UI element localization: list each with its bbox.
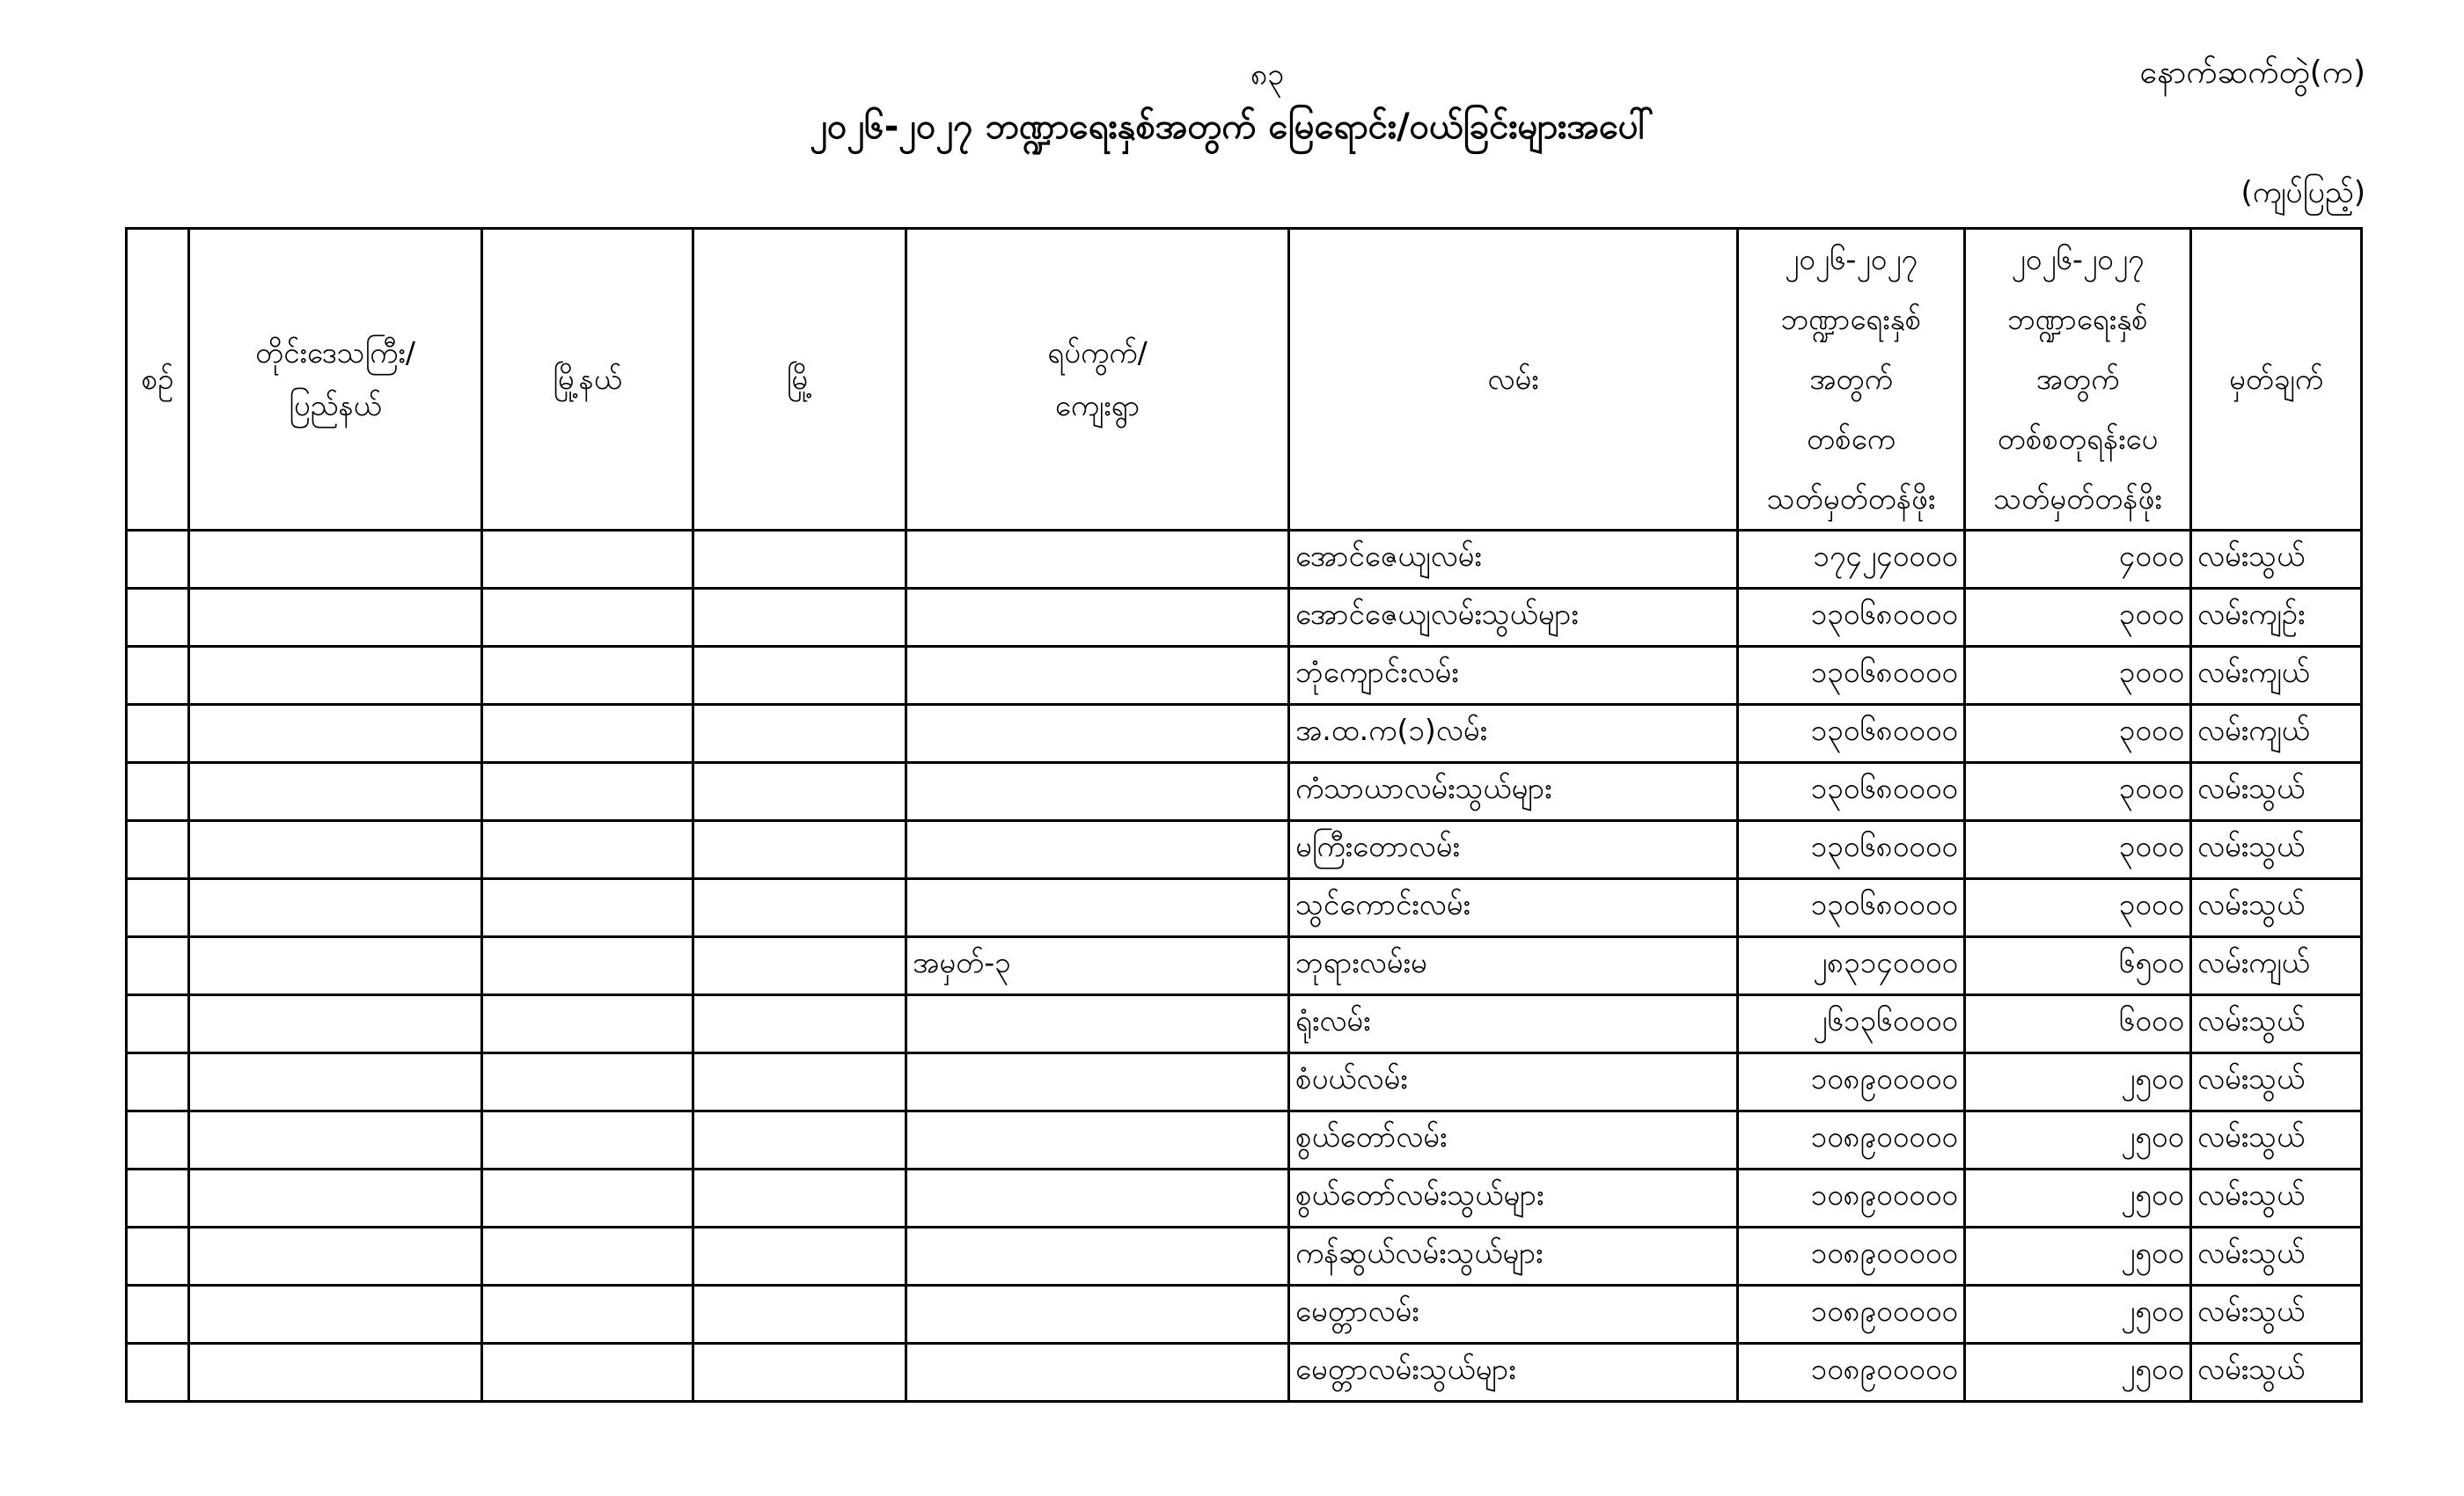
cell-street: မေတ္တာလမ်း [1289,1286,1738,1344]
cell-rate_unit: ၂၅၀၀ [1965,1228,2191,1286]
cell-township [482,531,693,589]
column-header-region [189,229,482,531]
cell-ward [906,1228,1289,1286]
column-header-text: သတ်မှတ်တန်ဖိုး [1766,481,1936,516]
cell-serial [127,763,189,821]
cell-serial [127,531,189,589]
cell-serial [127,1344,189,1402]
cell-ward [906,1286,1289,1344]
cell-serial [127,647,189,705]
cell-region [189,763,482,821]
cell-town [693,879,906,937]
cell-street: စွယ်တော်လမ်းသွယ်များ [1289,1170,1738,1228]
column-header-text: မှတ်ချက် [2228,362,2324,396]
column-header-text: မြို့နယ် [553,362,622,396]
column-header-text: တစ်စတုရန်းပေ [1997,422,2159,456]
cell-region [189,1170,482,1228]
cell-street: မေတ္တာလမ်းသွယ်များ [1289,1344,1738,1402]
cell-rate_sqft: ၁၇၄၂၄၀၀၀၀ [1738,531,1965,589]
cell-region [189,589,482,647]
table-row [127,1053,2362,1111]
column-header-text: ကျေးရွာ [1054,388,1140,422]
cell-remark: လမ်းသွယ် [2191,995,2362,1053]
cell-rate_sqft: ၁၀၈၉၀၀၀၀၀ [1738,1286,1965,1344]
cell-serial [127,1053,189,1111]
cell-township [482,937,693,995]
cell-street: သွင်ကောင်းလမ်း [1289,879,1738,937]
cell-rate_sqft: ၁၀၈၉၀၀၀၀၀ [1738,1228,1965,1286]
cell-town [693,821,906,879]
cell-rate_unit: ၂၅၀၀ [1965,1286,2191,1344]
cell-rate_sqft: ၁၃၀၆၈၀၀၀၀ [1738,879,1965,937]
cell-rate_sqft: ၁၀၈၉၀၀၀၀၀ [1738,1053,1965,1111]
cell-region [189,821,482,879]
column-header-remark [2191,229,2362,531]
cell-region [189,1228,482,1286]
cell-street: စွယ်တော်လမ်း [1289,1111,1738,1170]
cell-street: ကံသာယာလမ်းသွယ်များ [1289,763,1738,821]
table-row [127,879,2362,937]
column-header-text: မြို့ [786,362,813,396]
cell-ward [906,1170,1289,1228]
cell-region [189,995,482,1053]
cell-township [482,1344,693,1402]
cell-rate_sqft: ၁၃၀၆၈၀၀၀၀ [1738,589,1965,647]
cell-rate_unit: ၃၀၀၀ [1965,821,2191,879]
cell-rate_unit: ၆၅၀၀ [1965,937,2191,995]
cell-rate_unit: ၃၀၀၀ [1965,763,2191,821]
column-header-text: စဉ် [141,362,174,396]
cell-ward [906,1053,1289,1111]
cell-rate_unit: ၂၅၀၀ [1965,1170,2191,1228]
cell-remark: လမ်းသွယ် [2191,1111,2362,1170]
cell-rate_unit: ၃၀၀၀ [1965,879,2191,937]
table-row [127,1170,2362,1228]
cell-town [693,763,906,821]
cell-township [482,589,693,647]
cell-serial [127,589,189,647]
cell-region [189,1053,482,1111]
cell-serial [127,821,189,879]
cell-remark: လမ်းသွယ် [2191,1228,2362,1286]
cell-rate_sqft: ၂၆၁၃၆၀၀၀၀ [1738,995,1965,1053]
table-body [127,531,2362,1402]
cell-remark: လမ်းသွယ် [2191,879,2362,937]
column-header-township [482,229,693,531]
cell-town [693,1170,906,1228]
cell-rate_sqft: ၁၃၀၆၈၀၀၀၀ [1738,705,1965,763]
cell-rate_unit: ၃၀၀၀ [1965,705,2191,763]
cell-rate_unit: ၂၅၀၀ [1965,1344,2191,1402]
table-row [127,1111,2362,1170]
cell-town [693,1053,906,1111]
column-header-text: သတ်မှတ်တန်ဖိုး [1993,481,2162,516]
cell-region [189,879,482,937]
cell-street: ဘုရားလမ်းမ [1289,937,1738,995]
table-row [127,589,2362,647]
cell-serial [127,937,189,995]
column-header-text: ပြည်နယ် [289,388,382,422]
cell-serial [127,1111,189,1170]
cell-remark: လမ်းကျယ် [2191,647,2362,705]
cell-township [482,1170,693,1228]
cell-remark: လမ်းကျဉ်း [2191,589,2362,647]
cell-region [189,1111,482,1170]
cell-remark: လမ်းသွယ် [2191,1053,2362,1111]
cell-ward [906,647,1289,705]
cell-serial [127,1228,189,1286]
table-row [127,821,2362,879]
cell-township [482,1286,693,1344]
cell-rate_sqft: ၁၃၀၆၈၀၀၀၀ [1738,821,1965,879]
cell-serial [127,1170,189,1228]
annex-label: နောက်ဆက်တွဲ(က) [2139,55,2365,91]
cell-street: အ.ထ.က(၁)လမ်း [1289,705,1738,763]
cell-ward [906,763,1289,821]
table-row [127,705,2362,763]
cell-rate_sqft: ၁၀၈၉၀၀၀၀၀ [1738,1344,1965,1402]
cell-remark: လမ်းကျယ် [2191,705,2362,763]
table-row [127,763,2362,821]
table-row [127,995,2362,1053]
cell-township [482,1111,693,1170]
column-header-rate_sqft [1738,229,1965,531]
page-number: ၈၃ [1250,57,1285,92]
cell-town [693,531,906,589]
cell-street: အောင်ဇေယျလမ်း [1289,531,1738,589]
column-header-text: ရပ်ကွက်/ [1047,335,1148,370]
cell-town [693,1344,906,1402]
cell-rate_sqft: ၂၈၃၁၄၀၀၀၀ [1738,937,1965,995]
cell-remark: လမ်းသွယ် [2191,531,2362,589]
column-header-text: တိုင်းဒေသကြီး/ [255,335,415,370]
cell-township [482,1228,693,1286]
cell-rate_unit: ၂၅၀၀ [1965,1111,2191,1170]
cell-rate_unit: ၄၀၀၀ [1965,531,2191,589]
cell-township [482,763,693,821]
cell-town [693,589,906,647]
column-header-serial [127,229,189,531]
cell-street: အောင်ဇေယျလမ်းသွယ်များ [1289,589,1738,647]
column-header-text: လမ်း [1487,362,1539,396]
cell-remark: လမ်းသွယ် [2191,763,2362,821]
cell-township [482,821,693,879]
cell-town [693,705,906,763]
cell-ward: အမှတ်-၃ [906,937,1289,995]
cell-region [189,705,482,763]
column-header-text: ၂၀၂၆-၂၀၂၇ [2011,242,2145,276]
cell-ward [906,531,1289,589]
cell-remark: လမ်းသွယ် [2191,821,2362,879]
cell-township [482,879,693,937]
cell-serial [127,879,189,937]
cell-township [482,995,693,1053]
cell-rate_unit: ၃၀၀၀ [1965,589,2191,647]
cell-street: မကြီးတောလမ်း [1289,821,1738,879]
cell-region [189,647,482,705]
unit-label: (ကျပ်ပြည့်) [2240,175,2365,210]
cell-ward [906,995,1289,1053]
table-row [127,1344,2362,1402]
cell-rate_sqft: ၁၃၀၆၈၀၀၀၀ [1738,763,1965,821]
cell-ward [906,705,1289,763]
cell-remark: လမ်းသွယ် [2191,1170,2362,1228]
table-row [127,1286,2362,1344]
cell-town [693,1228,906,1286]
column-header-text: ဘဏ္ဍာရေးနှစ် [1780,302,1922,336]
table-row [127,647,2362,705]
column-header-rate_unit [1965,229,2191,531]
cell-ward [906,1111,1289,1170]
cell-town [693,995,906,1053]
cell-rate_unit: ၆၀၀၀ [1965,995,2191,1053]
table-row [127,531,2362,589]
table-row [127,1228,2362,1286]
cell-remark: လမ်းကျယ် [2191,937,2362,995]
cell-serial [127,1286,189,1344]
cell-rate_sqft: ၁၀၈၉၀၀၀၀၀ [1738,1111,1965,1170]
cell-street: စံပယ်လမ်း [1289,1053,1738,1111]
column-header-ward [906,229,1289,531]
cell-township [482,647,693,705]
cell-town [693,1111,906,1170]
cell-region [189,1344,482,1402]
cell-township [482,1053,693,1111]
cell-town [693,937,906,995]
cell-remark: လမ်းသွယ် [2191,1344,2362,1402]
cell-rate_unit: ၂၅၀၀ [1965,1053,2191,1111]
cell-rate_sqft: ၁၃၀၆၈၀၀၀၀ [1738,647,1965,705]
land-rate-table [125,227,2363,1403]
cell-township [482,705,693,763]
column-header-town [693,229,906,531]
cell-region [189,531,482,589]
cell-ward [906,1344,1289,1402]
cell-region [189,937,482,995]
cell-rate_sqft: ၁၀၈၉၀၀၀၀၀ [1738,1170,1965,1228]
cell-serial [127,705,189,763]
document-title: ၂၀၂၆-၂၀၂၇ ဘဏ္ဍာရေးနှစ်အတွက် မြေရောင်း/ဝယ်ခြင်းများအပေါ် [810,106,1654,147]
cell-ward [906,821,1289,879]
column-header-text: အတွက် [2035,362,2120,396]
cell-rate_unit: ၃၀၀၀ [1965,647,2191,705]
cell-ward [906,589,1289,647]
table-header-row [127,229,2362,531]
column-header-text: ဘဏ္ဍာရေးနှစ် [2007,302,2148,336]
cell-town [693,1286,906,1344]
column-header-text: ၂၀၂၆-၂၀၂၇ [1785,242,1918,276]
cell-street: ရုံးလမ်း [1289,995,1738,1053]
cell-region [189,1286,482,1344]
cell-ward [906,879,1289,937]
column-header-text: တစ်ကေ [1807,422,1896,456]
cell-remark: လမ်းသွယ် [2191,1286,2362,1344]
table-row [127,937,2362,995]
column-header-street [1289,229,1738,531]
column-header-text: အတွက် [1809,362,1893,396]
cell-street: ဘုံကျောင်းလမ်း [1289,647,1738,705]
cell-street: ကန်ဆွယ်လမ်းသွယ်များ [1289,1228,1738,1286]
cell-town [693,647,906,705]
cell-serial [127,995,189,1053]
